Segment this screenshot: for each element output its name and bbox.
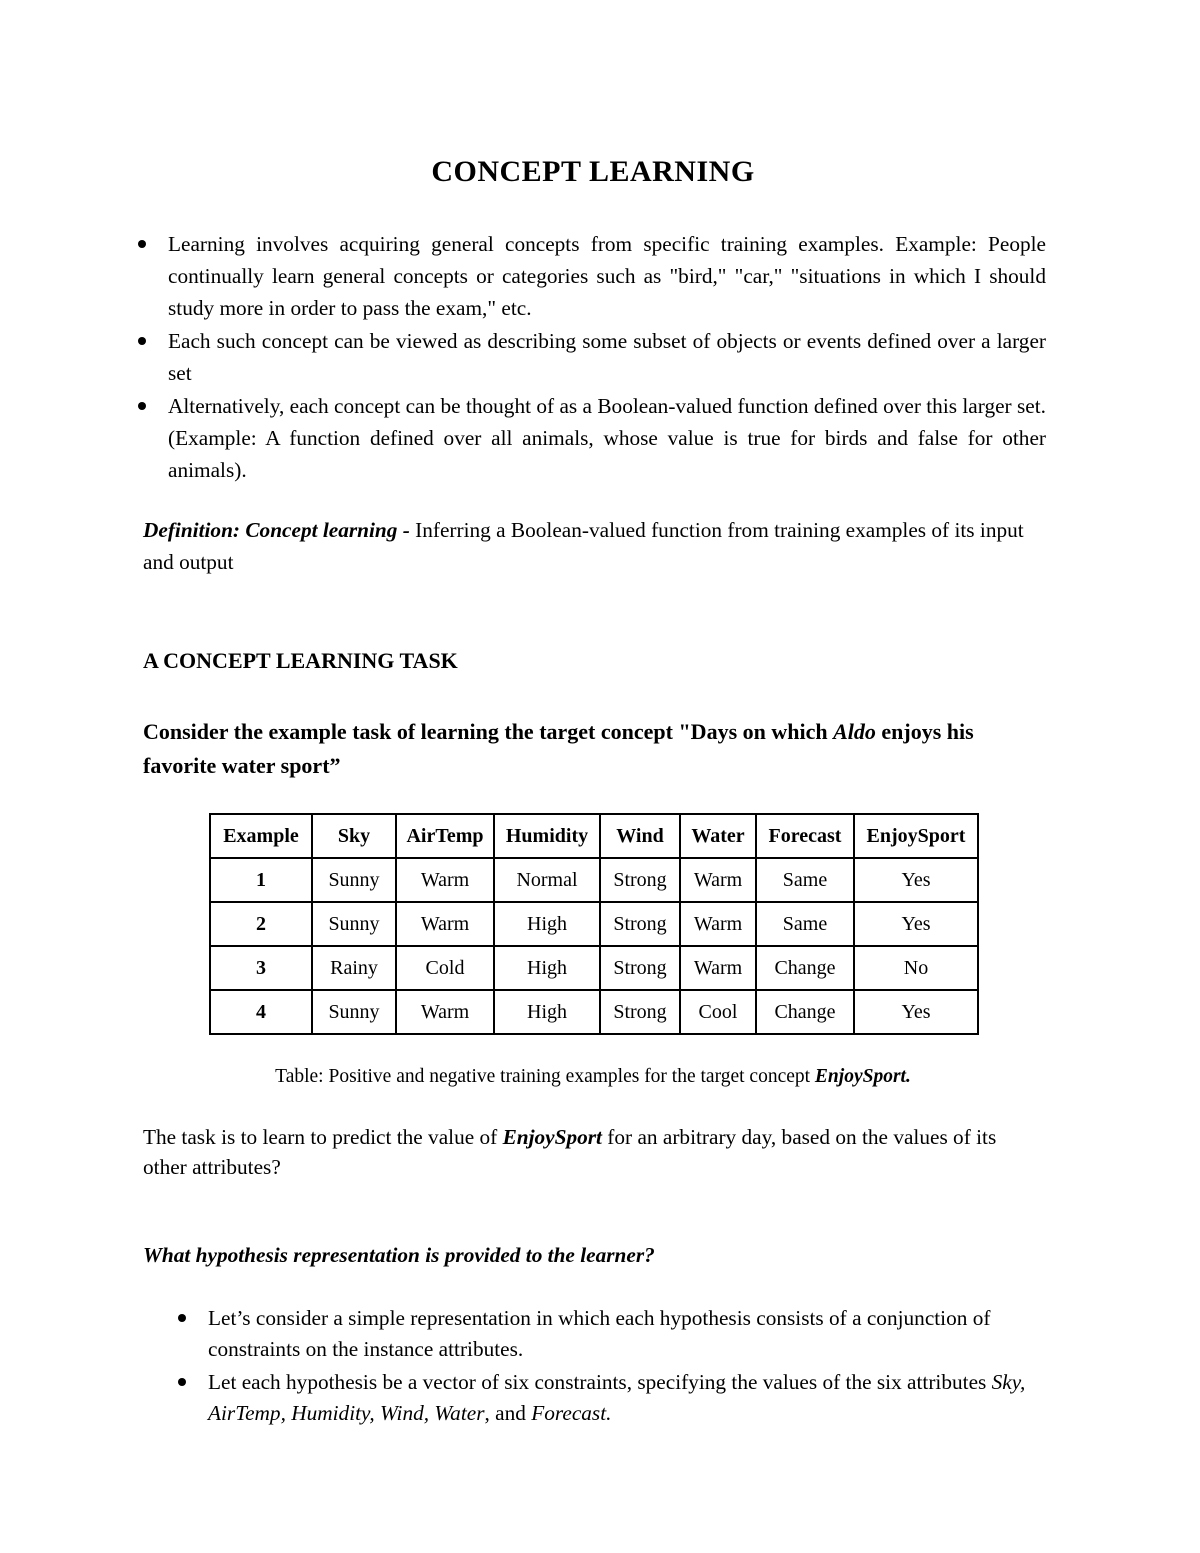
table-cell: Same — [756, 902, 854, 946]
table-cell: Yes — [854, 990, 978, 1034]
table-cell: Yes — [854, 902, 978, 946]
table-row — [210, 990, 978, 1034]
table-cell: Normal — [494, 858, 600, 902]
task-statement-text: Consider the example task of learning the target concept "Days on which — [143, 719, 834, 744]
bullet-text-join: , and — [484, 1401, 532, 1425]
bullet-text: Let’s consider a simple representation in which each hypothesis consists of a conjunction of constraints on the instance attributes. — [208, 1306, 991, 1361]
list-item — [168, 228, 1046, 324]
table-cell: 2 — [210, 902, 312, 946]
bullet-text: Learning involves acquiring general concepts from specific training examples. Example: People continually learn general concepts or categories such as "bird," "car," "situations in which I should study more in order to pass the exam," etc. — [168, 232, 1046, 320]
caption-term: EnjoySport. — [814, 1066, 911, 1087]
table-row — [210, 946, 978, 990]
table-cell: Same — [756, 858, 854, 902]
list-item — [168, 325, 1046, 389]
table-cell: 1 — [210, 858, 312, 902]
caption-text: Table: Positive and negative training examples for the target concept — [275, 1066, 815, 1087]
table-cell: Change — [756, 946, 854, 990]
representation-bullet-list — [208, 1303, 1028, 1431]
table-cell: 3 — [210, 946, 312, 990]
task-term: EnjoySport — [502, 1125, 602, 1149]
table-cell: Warm — [680, 858, 756, 902]
bullet-icon — [138, 402, 146, 410]
definition-text: Inferring a Boolean-valued function from training examples of its input and output — [143, 518, 1024, 574]
list-item — [208, 1303, 1028, 1365]
table-cell: Cool — [680, 990, 756, 1034]
task-statement — [143, 715, 1043, 783]
table-cell: Strong — [600, 990, 680, 1034]
question-heading: What hypothesis representation is provided to the learner? — [143, 1243, 655, 1267]
table-cell: Cold — [396, 946, 494, 990]
table-cell: Sunny — [312, 902, 396, 946]
table-cell: Strong — [600, 946, 680, 990]
column-header: AirTemp — [396, 814, 494, 858]
table-header-row — [210, 814, 978, 858]
column-header: Humidity — [494, 814, 600, 858]
table-cell: Strong — [600, 858, 680, 902]
bullet-text: Each such concept can be viewed as describing some subset of objects or events defined over a larger set — [168, 329, 1046, 385]
table-row — [210, 902, 978, 946]
definition-paragraph — [143, 514, 1049, 578]
intro-bullet-list — [168, 228, 1046, 487]
bullet-text: Alternatively, each concept can be thought of as a Boolean-valued function defined over this larger set. (Example: A function defined over all animals, whose value is true for birds and false for other animals). — [168, 394, 1046, 482]
bullet-icon — [178, 1378, 186, 1386]
page-title: CONCEPT LEARNING — [431, 155, 755, 188]
task-statement-text-end: enjoys his favorite water sport” — [143, 719, 974, 778]
table-cell: High — [494, 902, 600, 946]
column-header: EnjoySport — [854, 814, 978, 858]
bullet-text: Let each hypothesis be a vector of six constraints, specifying the values of the six attributes — [208, 1370, 992, 1394]
task-text: The task is to learn to predict the value of — [143, 1125, 503, 1149]
table-cell: No — [854, 946, 978, 990]
bullet-icon — [138, 240, 146, 248]
table-caption — [0, 1066, 1186, 1088]
table-cell: Yes — [854, 858, 978, 902]
attribute-list: Sky, AirTemp, Humidity, Wind, Water — [208, 1370, 1026, 1425]
table-cell: Warm — [680, 946, 756, 990]
table-cell: Sunny — [312, 990, 396, 1034]
section-heading: A CONCEPT LEARNING TASK — [143, 648, 458, 673]
column-header: Forecast — [756, 814, 854, 858]
table-cell: High — [494, 990, 600, 1034]
bullet-icon — [178, 1314, 186, 1322]
column-header: Sky — [312, 814, 396, 858]
table-cell: Rainy — [312, 946, 396, 990]
table-cell: Warm — [396, 858, 494, 902]
task-text-end: for an arbitrary day, based on the values of its other attributes? — [143, 1125, 997, 1179]
list-item — [208, 1367, 1028, 1429]
table-cell: High — [494, 946, 600, 990]
table-cell: Warm — [680, 902, 756, 946]
task-statement-name: Aldo — [833, 719, 876, 744]
column-header: Wind — [600, 814, 680, 858]
task-paragraph — [143, 1122, 1003, 1182]
table-cell: 4 — [210, 990, 312, 1034]
list-item — [168, 390, 1046, 486]
table-cell: Sunny — [312, 858, 396, 902]
table-cell: Warm — [396, 990, 494, 1034]
column-header: Water — [680, 814, 756, 858]
bullet-icon — [138, 337, 146, 345]
table-row — [210, 858, 978, 902]
table-cell: Warm — [396, 902, 494, 946]
table-cell: Strong — [600, 902, 680, 946]
training-examples-table — [209, 813, 979, 1035]
column-header: Example — [210, 814, 312, 858]
attribute-last: Forecast. — [531, 1401, 612, 1425]
definition-label: Definition: Concept learning - — [143, 518, 416, 542]
table-cell: Change — [756, 990, 854, 1034]
